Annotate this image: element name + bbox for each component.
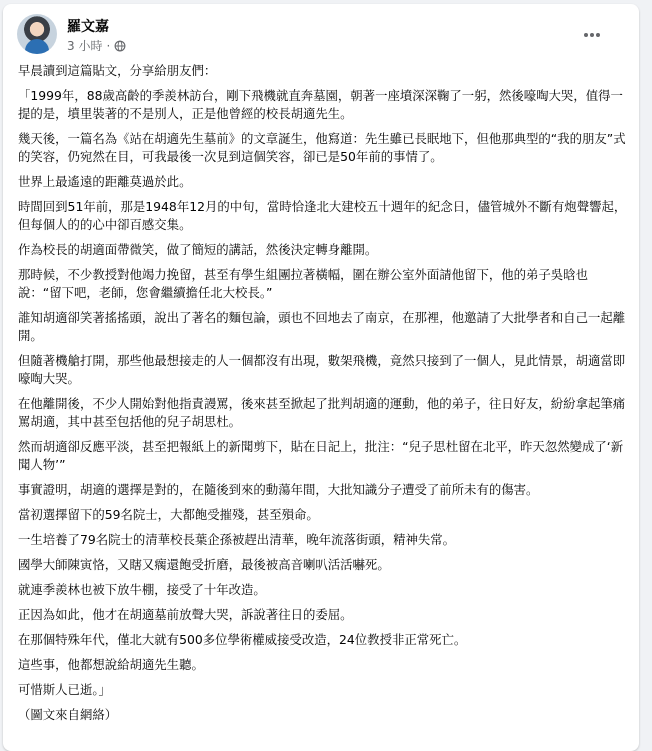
post-paragraph: 在他離開後，不少人開始對他指責謾罵，後來甚至掀起了批判胡適的運動，他的弟子，往日好友，紛紛拿起筆痛罵胡適，其中甚至包括他的兒子胡思杜。 <box>18 396 626 429</box>
post-paragraph: 但隨著機艙打開，那些他最想接走的人一個都沒有出現，數架飛機，竟然只接到了一個人，見此情景，胡適當即嚎啕大哭。 <box>18 353 626 386</box>
post-paragraph: 就連季羨林也被下放牛棚，接受了十年改造。 <box>18 582 266 597</box>
post-paragraph: 那時候，不少教授對他竭力挽留，甚至有學生組團拉著橫幅，圍在辦公室外面請他留下，他的弟子吳晗也說：“留下吧，老師，您會繼續擔任北大校長。” <box>18 267 588 300</box>
post-paragraph: 「1999年，88歲高齡的季羨林訪台，剛下飛機就直奔墓園，朝著一座墳深深鞠了一躬，然後嚎啕大哭，值得一提的是，墳里裝著的不是別人，正是他曾經的校長胡適先生。 <box>18 88 623 121</box>
more-horizontal-icon[interactable] <box>577 20 607 50</box>
post-paragraph: （圖文來自網絡） <box>18 707 118 722</box>
separator-dot: · <box>106 38 111 53</box>
post-paragraph: 當初選擇留下的59名院士，大都飽受摧殘，甚至殞命。 <box>18 507 319 522</box>
post-paragraph: 事實證明，胡適的選擇是對的，在隨後到來的動蕩年間，大批知識分子遭受了前所未有的傷害。 <box>18 482 539 497</box>
post-body <box>18 62 628 731</box>
post-card <box>3 4 639 751</box>
post-paragraph: 然而胡適卻反應平淡，甚至把報紙上的新聞剪下，貼在日記上，批注：“兒子思杜留在北平，昨天忽然變成了‘新聞人物’” <box>18 439 624 472</box>
post-paragraph: 世界上最遙遠的距離莫過於此。 <box>18 174 192 189</box>
post-time[interactable]: 3 小時 <box>67 39 103 53</box>
post-paragraph: 早晨讀到這篇貼文，分享給朋友們： <box>18 63 217 78</box>
post-paragraph: 可惜斯人已逝。」 <box>18 682 111 697</box>
post-paragraph: 國學大師陳寅恪，又瞎又瘸還飽受折磨，最後被高音喇叭活活嚇死。 <box>18 557 390 572</box>
post-paragraph: 作為校長的胡適面帶微笑，做了簡短的講話，然後決定轉身離開。 <box>18 242 378 257</box>
post-paragraph: 幾天後，一篇名為《站在胡適先生墓前》的文章誕生，他寫道：先生雖已長眠地下，但他那典型的“我的朋友”式的笑容，仍宛然在目，可我最後一次見到這個笑容，卻已是50年前的事情了。 <box>18 131 626 164</box>
post-paragraph: 誰知胡適卻笑著搖搖頭，說出了著名的麵包論，頭也不回地去了南京，在那裡，他邀請了大批學者和自己一起離開。 <box>18 310 626 343</box>
avatar[interactable] <box>17 14 57 54</box>
post-paragraph: 正因為如此，他才在胡適墓前放聲大哭，訴說著往日的委屈。 <box>18 607 353 622</box>
globe-icon[interactable] <box>114 40 126 52</box>
post-paragraph: 時間回到51年前，那是1948年12月的中旬，當時恰逢北大建校五十週年的紀念日，儘管城外不斷有炮聲響起，但每個人的的心中卻百感交集。 <box>18 199 627 232</box>
post-meta <box>67 37 126 54</box>
author-name[interactable]: 羅文嘉 <box>67 19 109 35</box>
post-header <box>17 14 617 58</box>
post-paragraph: 一生培養了79名院士的清華校長葉企孫被趕出清華，晚年流落街頭，精神失常。 <box>18 532 456 547</box>
post-paragraph: 這些事，他都想說給胡適先生聽。 <box>18 657 204 672</box>
post-paragraph: 在那個特殊年代，僅北大就有500多位學術權威接受改造，24位教授非正常死亡。 <box>18 632 467 647</box>
